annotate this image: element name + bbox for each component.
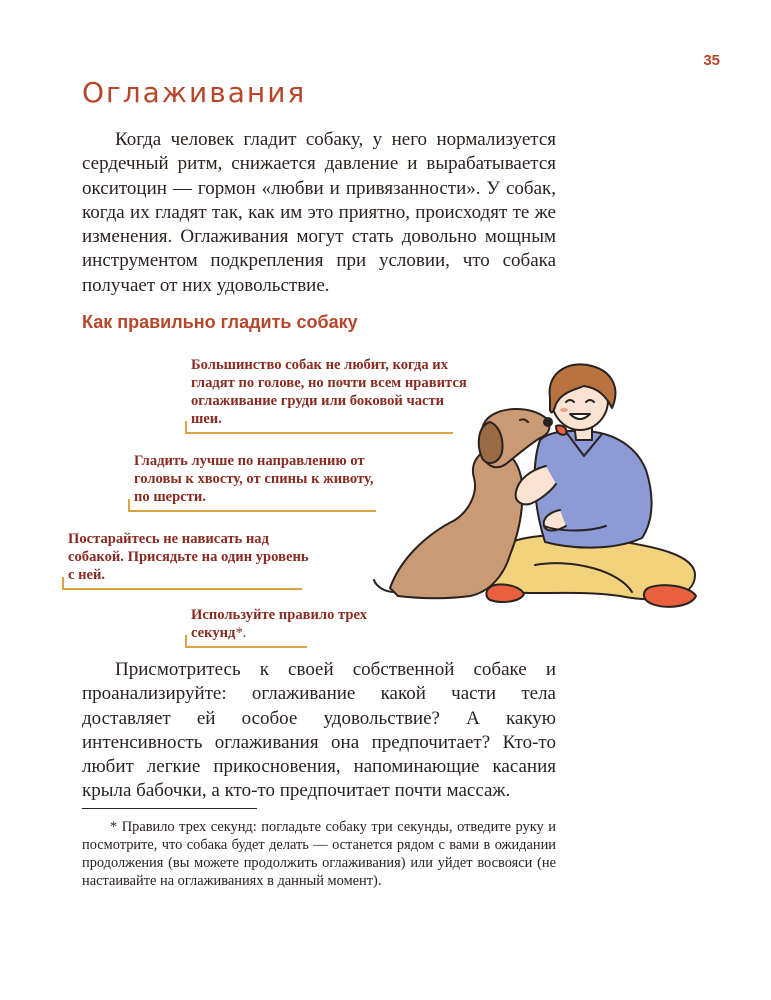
- chapter-title: Оглаживания: [82, 76, 307, 109]
- reflection-paragraph: Присмотритесь к своей собственной собаке и проанализируйте: оглаживание какой части тела доставляет ей особое удовольствие? А какую интенсивность оглаживания она предпочитает? Кто-то любит легкие прикосновения, напоминающие касания крыла бабочки, а кто-то предпочитает почти массаж.: [82, 659, 556, 802]
- tip-callout-posture: [68, 530, 318, 584]
- person-hugging-dog-illustration: [370, 360, 710, 620]
- tip-text: Постарайтесь не нависать над собакой. Присядьте на один уровень с ней.: [68, 531, 309, 583]
- footnote-divider: [82, 808, 257, 809]
- tip-text: Гладить лучше по направлению от головы к хвосту, от спины к животу, по шерсти.: [134, 453, 374, 505]
- tip-underline: [62, 588, 302, 590]
- dog-tongue-shape: [556, 425, 566, 434]
- intro-paragraph: Когда человек гладит собаку, у него нормализуется сердечный ритм, снижается давление и вырабатывается окситоцин — гормон «любви и привязанности». У собак, когда их гладят так, как им это приятно, происходят те же изменения. Оглаживания могут стать довольно мощным инструментом подкрепления при условии, что собака получает от них удовольствие.: [82, 129, 556, 296]
- tip-text: Используйте правило трех секунд: [191, 607, 367, 641]
- tip-text: Большинство собак не любит, когда их гладят по голове, но почти всем нравится оглаживание груди или боковой части шеи.: [191, 357, 467, 427]
- footnote-mark: *.: [235, 625, 247, 641]
- page-number: 35: [703, 52, 720, 69]
- tip-callout-three-seconds: [191, 606, 391, 642]
- tip-callout-direction: [134, 452, 384, 506]
- tip-underline: [128, 510, 376, 512]
- footnote: * Правило трех секунд: погладьте собаку три секунды, отведите руку и посмотрите, что собака будет делать — останется рядом с вами в ожидании продолжения (вы можете продолжить оглаживания) или уйдет восвояси (не настаивайте на оглаживаниях в данный момент).: [82, 819, 556, 889]
- section-subheading: Как правильно гладить собаку: [82, 312, 358, 332]
- dog-nose-shape: [544, 418, 552, 426]
- tip-underline: [185, 646, 307, 648]
